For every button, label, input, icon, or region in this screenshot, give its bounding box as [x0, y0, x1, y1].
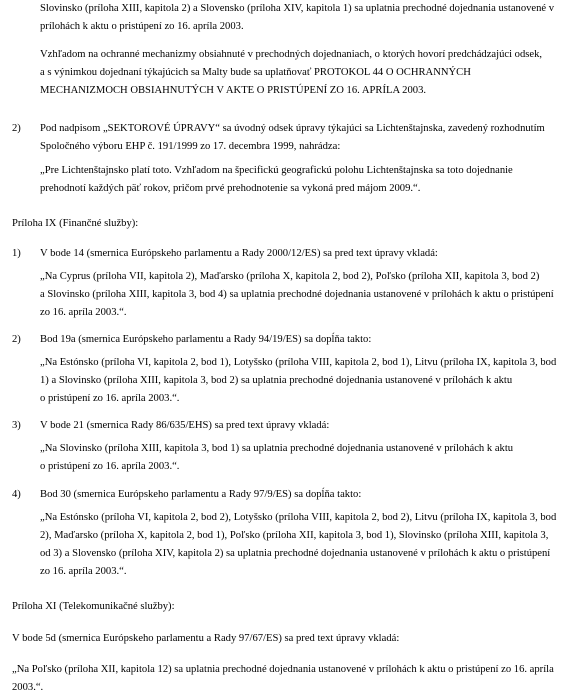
text-line: „Na Cyprus (príloha VII, kapitola 2), Maďarsko (príloha X, kapitola 2, bod 2), Poľsko (príloha XII, kapitola 3, bod 2)	[40, 271, 540, 282]
text-line: 2003.“.	[12, 682, 44, 693]
item-number: 2)	[12, 334, 21, 345]
text-line: a Slovinsko (príloha XIII, kapitola 3, bod 4) sa uplatnia prechodné dojednania ustanovené v prílohách k aktu o pristúpení	[40, 289, 554, 300]
paragraph	[40, 46, 542, 100]
text-line: V bode 5d (smernica Európskeho parlamentu a Rady 97/67/ES) sa pred text úpravy vkladá:	[12, 633, 400, 644]
text-line: „Na Poľsko (príloha XII, kapitola 12) sa uplatnia prechodné dojednania ustanovené v prílohách k aktu o pristúpení zo 16. apríla	[12, 664, 554, 675]
paragraph	[40, 0, 554, 36]
text-line: Príloha XI (Telekomunikačné služby):	[12, 601, 175, 612]
text-line: Bod 19a (smernica Európskeho parlamentu a Rady 94/19/ES) sa dopĺňa takto:	[40, 334, 372, 345]
text-line: 1) a Slovinsko (príloha XIII, kapitola 3, bod 2) sa uplatnia prechodné dojednania ustanovené v prílohách k aktu	[40, 375, 513, 386]
text-line: Pod nadpisom „SEKTOROVÉ ÚPRAVY“ sa úvodný odsek úpravy týkajúci sa Lichtenštajnska, zavedený rozhodnutím	[40, 123, 545, 134]
item-number: 1)	[12, 248, 21, 259]
numbered-paragraph	[12, 486, 362, 504]
item-number: 4)	[12, 489, 21, 500]
text-line: V bode 14 (smernica Európskeho parlamentu a Rady 2000/12/ES) sa pred text úpravy vkladá:	[40, 248, 438, 259]
item-number: 2)	[12, 123, 21, 134]
text-line: V bode 21 (smernica Rady 86/635/EHS) sa pred text úpravy vkladá:	[40, 420, 330, 431]
text-line: zo 16. apríla 2003.“.	[40, 566, 127, 577]
paragraph	[40, 162, 513, 198]
text-line: 2), Maďarsko (príloha X, kapitola 2, bod 1), Poľsko (príloha XII, kapitola 3, bod 1), Slovinsko (príloha XIII, kapitola 3,	[40, 530, 549, 541]
paragraph	[12, 661, 554, 697]
text-line: od 3) a Slovensko (príloha XIV, kapitola 2) sa uplatnia prechodné dojednania ustanovené v prílohách k aktu o pristúpení	[40, 548, 551, 559]
text-line: Vzhľadom na ochranné mechanizmy obsiahnuté v prechodných dojednaniach, o ktorých hovorí predchádzajúci odsek,	[40, 49, 543, 60]
numbered-paragraph	[12, 245, 438, 263]
paragraph	[12, 215, 138, 233]
text-line: Slovinsko (príloha XIII, kapitola 2) a Slovensko (príloha XIV, kapitola 1) sa uplatnia prechodné dojednania ustanovené v	[40, 3, 555, 14]
paragraph	[40, 268, 554, 322]
text-line: Bod 30 (smernica Európskeho parlamentu a Rady 97/9/ES) sa dopĺňa takto:	[40, 489, 362, 500]
text-line: Spoločného výboru EHP č. 191/1999 zo 17. decembra 1999, nahrádza:	[40, 141, 341, 152]
text-line: a s výnimkou dojednaní týkajúcich sa Malty bude sa uplatňovať PROTOKOL 44 O OCHRANNÝCH	[40, 67, 471, 78]
text-line: „Na Estónsko (príloha VI, kapitola 2, bod 1), Lotyšsko (príloha VIII, kapitola 2, bod 1), Litvu (príloha IX, kapitola 3, bod	[40, 357, 557, 368]
text-line: „Na Slovinsko (príloha XIII, kapitola 3, bod 1) sa uplatnia prechodné dojednania ustanovené v prílohách k aktu	[40, 443, 514, 454]
text-line: zo 16. apríla 2003.“.	[40, 307, 127, 318]
text-line: MECHANIZMOCH OBSIAHNUTÝCH V AKTE O PRISTÚPENÍ ZO 16. APRÍLA 2003.	[40, 85, 427, 96]
text-line: o pristúpení zo 16. apríla 2003.“.	[40, 393, 180, 404]
text-line: prehodnotí každých päť rokov, pričom prvé prehodnotenie sa vykoná pred májom 2009.“.	[40, 183, 421, 194]
text-line: o pristúpení zo 16. apríla 2003.“.	[40, 461, 180, 472]
paragraph	[40, 509, 556, 581]
item-number: 3)	[12, 420, 21, 431]
paragraph	[40, 440, 513, 476]
numbered-paragraph	[12, 417, 330, 435]
numbered-paragraph	[12, 331, 372, 349]
text-line: prílohách k aktu o pristúpení zo 16. apríla 2003.	[40, 21, 244, 32]
numbered-paragraph	[12, 120, 545, 156]
paragraph	[12, 598, 175, 616]
text-line: „Pre Lichtenštajnsko platí toto. Vzhľadom na špecifickú geografickú polohu Lichtenštajnska sa toto dojednanie	[40, 165, 513, 176]
paragraph	[12, 630, 399, 648]
text-line: „Na Estónsko (príloha VI, kapitola 2, bod 2), Lotyšsko (príloha VIII, kapitola 2, bod 2), Litvu (príloha IX, kapitola 3, bod	[40, 512, 557, 523]
text-line: Príloha IX (Finančné služby):	[12, 218, 139, 229]
paragraph	[40, 354, 556, 408]
